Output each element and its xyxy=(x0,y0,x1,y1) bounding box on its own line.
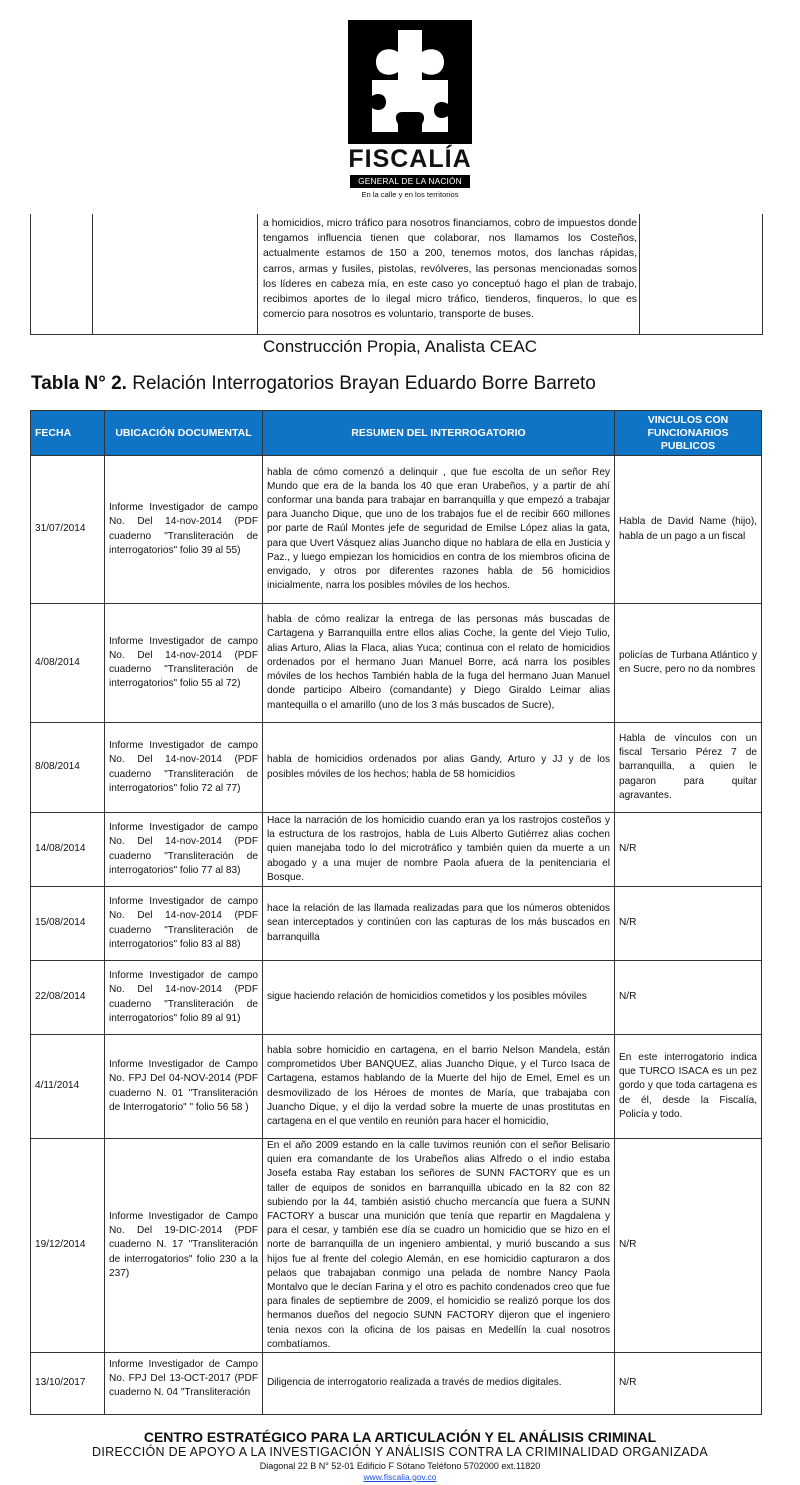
footer-address: Diagonal 22 B N° 52-01 Edificio F Sótano Teléfono 5702000 ext.11820 xyxy=(259,1461,541,1471)
cell-ubicacion: Informe Investigador de Campo No. FPJ Del 04-NOV-2014 (PDF cuaderno N. 01 "Transliteración de Interrogatorio" " folio 56 58 ) xyxy=(105,1035,263,1139)
table-row xyxy=(31,1139,762,1353)
cell-vinculos: N/R xyxy=(615,887,762,961)
cell-fecha: 8/08/2014 xyxy=(31,723,105,813)
cell-fecha: 15/08/2014 xyxy=(31,887,105,961)
header-vinculos: VINCULOS CON FUNCIONARIOS PUBLICOS xyxy=(615,411,762,456)
table-row xyxy=(31,723,762,813)
cell-resumen: habla de cómo realizar la entrega de las personas más buscadas de Cartagena y Barranquilla entre ellos alias Coche, la gente del Viejo Tulio, alias Arturo, Alias la Flaca, alias Yuca; continua con el relato de homicidios ordenados por el hermano Juan Manuel Borre, acá narra los posibles móviles de los hechos También habla de la fuga del hermano Juan Manuel donde participo Albeiro (comandante) y Diego Giraldo Leimar alias mantequilla o el amarillo (uno de los 3 más buscados de Sucre), xyxy=(263,604,615,723)
cell-vinculos: N/R xyxy=(615,961,762,1035)
cell-resumen: habla de cómo comenzó a delinquir , que fue escolta de un señor Rey Mundo que era de la banda los 40 que eran Urabeños, y a partir de ahí conformar una banda para trabajar en barranquilla y que empezó a trabajar para Juancho Dique, que uno de los trabajos fue el de recibir 660 millones por parte de Raúl Montes jefe de seguridad de Emilse López alias la gata, para que Uvert Vásquez alias Juancho dique no hablara de ella en Justicia y Paz., y luego empiezan los homicidios en contra de los miembros oficina de envigado, y otros por diferentes razones habla de 56 homicidios inicialmente, narra los posibles móviles de los hechos. xyxy=(263,456,615,604)
cell-fecha: 4/11/2014 xyxy=(31,1035,105,1139)
cell-ubicacion: Informe Investigador de Campo No. Del 19-DIC-2014 (PDF cuaderno N. 17 "Transliteración de interrogatorios" folio 230 a la 237) xyxy=(105,1139,263,1353)
org-slogan: En la calle y en los territorios xyxy=(361,190,459,199)
table-row xyxy=(31,887,762,961)
org-name: FISCALÍA xyxy=(348,145,472,173)
cell-fecha: 19/12/2014 xyxy=(31,1139,105,1353)
page-footer xyxy=(0,1429,800,1483)
header-ubicacion: UBICACIÓN DOCUMENTAL xyxy=(105,411,263,456)
cell-fecha: 14/08/2014 xyxy=(31,813,105,887)
interrogatorios-table xyxy=(30,410,762,1415)
cell-vinculos: N/R xyxy=(615,1353,762,1415)
table-title-prefix: Tabla N° 2. xyxy=(31,373,127,394)
table-row xyxy=(31,813,762,887)
column-divider xyxy=(257,214,258,334)
cell-resumen: habla sobre homicidio en cartagena, en el barrio Nelson Mandela, están comprometidos Uber BANQUEZ, alias Juancho Dique, y el Turco Isaca de Cartagena, estamos hablando de la Muerte del hijo de Emel, Emel es un desmovilizado de los Héroes de montes de María, que trabajaba con Juancho Dique, y el dijo la verdad sobre la muerte de unas prostitutas en cartagena en el que ventilo en reunión para hacer el homicidio, xyxy=(263,1035,615,1139)
cell-ubicacion: Informe Investigador de campo No. Del 14-nov-2014 (PDF cuaderno "Transliteración de interrogatorios" folio 39 al 55) xyxy=(105,456,263,604)
header-fecha: FECHA xyxy=(31,411,105,456)
cell-ubicacion: Informe Investigador de campo No. Del 14-nov-2014 (PDF cuaderno "Transliteración de interrogatorios" folio 72 al 77) xyxy=(105,723,263,813)
table-row xyxy=(31,1353,762,1415)
cell-ubicacion: Informe Investigador de campo No. Del 14-nov-2014 (PDF cuaderno "Transliteración de interrogatorios" folio 55 al 72) xyxy=(105,604,263,723)
cell-fecha: 4/08/2014 xyxy=(31,604,105,723)
org-subtitle: GENERAL DE LA NACIÓN xyxy=(350,175,470,188)
fiscalia-logo xyxy=(348,20,472,202)
cell-ubicacion: Informe Investigador de campo No. Del 14-nov-2014 (PDF cuaderno "Transliteración de interrogatorios" folio 77 al 83) xyxy=(105,813,263,887)
puzzle-piece-icon xyxy=(348,20,472,144)
table-row xyxy=(31,961,762,1035)
footer-direction: DIRECCIÓN DE APOYO A LA INVESTIGACIÓN Y ANÁLISIS CONTRA LA CRIMINALIDAD ORGANIZADA xyxy=(92,1445,708,1459)
continuation-text: a homicidios, micro tráfico para nosotros financiamos, cobro de impuestos donde tengamos influencia tienen que colaborar, nos llamamos los Costeños, actualmente estamos de 150 a 200, tenemos motos, dos lanchas rápidas, carros, armas y fusiles, pistolas, revólveres, las personas mencionadas somos los líderes en cabeza mía, en este caso yo conceptuó hago el plan de trabajo, recibimos aportes de lo ilegal micro tráfico, tienderos, finqueros, lo que es comercio para nosotros es voluntario, transporte de buses. xyxy=(263,218,637,321)
cell-vinculos: N/R xyxy=(615,1139,762,1353)
table-title-text: Relación Interrogatorios Brayan Eduardo Borre Barreto xyxy=(126,373,596,394)
previous-table-continuation xyxy=(30,214,763,335)
cell-ubicacion: Informe Investigador de Campo No. FPJ Del 13-OCT-2017 (PDF cuaderno N. 04 "Transliteración xyxy=(105,1353,263,1415)
cell-vinculos: policías de Turbana Atlántico y en Sucre, pero no da nombres xyxy=(615,604,762,723)
footer-website-link[interactable]: www.fiscalia.gov.co xyxy=(363,1472,437,1482)
footer-center-name: CENTRO ESTRATÉGICO PARA LA ARTICULACIÓN Y EL ANÁLISIS CRIMINAL xyxy=(143,1429,657,1445)
column-divider xyxy=(639,214,640,334)
cell-resumen: Diligencia de interrogatorio realizada a través de medios digitales. xyxy=(263,1353,615,1415)
table-caption: Construcción Propia, Analista CEAC xyxy=(262,337,538,356)
cell-resumen: habla de homicidios ordenados por alias Gandy, Arturo y JJ y de los posibles móviles de los hechos; habla de 58 homicidios xyxy=(263,723,615,813)
column-divider xyxy=(92,214,93,334)
table-header-row xyxy=(31,411,762,456)
cell-fecha: 22/08/2014 xyxy=(31,961,105,1035)
table-row xyxy=(31,604,762,723)
cell-vinculos: Habla de vínculos con un fiscal Tersario Pérez 7 de barranquilla, a quien le pagaron para quitar agravantes. xyxy=(615,723,762,813)
cell-vinculos: Habla de David Name (hijo), habla de un pago a un fiscal xyxy=(615,456,762,604)
cell-vinculos: En este interrogatorio indica que TURCO ISACA es un pez gordo y que toda cartagena es de él, desde la Fiscalía, Policía y todo. xyxy=(615,1035,762,1139)
table-title xyxy=(31,373,596,395)
cell-fecha: 13/10/2017 xyxy=(31,1353,105,1415)
cell-vinculos: N/R xyxy=(615,813,762,887)
cell-ubicacion: Informe Investigador de campo No. Del 14-nov-2014 (PDF cuaderno "Transliteración de interrogatorios" folio 89 al 91) xyxy=(105,961,263,1035)
cell-resumen: sigue haciendo relación de homicidios cometidos y los posibles móviles xyxy=(263,961,615,1035)
cell-resumen: En el año 2009 estando en la calle tuvimos reunión con el señor Belisario quien era comandante de los Urabeños alias Alfredo o el indio estaba Josefa estaba Ray estaban los señores de SUNN FACTORY que es un taller de equipos de sonidos en barranquilla ubicado en la 82 con 82 subiendo por la 44, también asistió chucho mercancía que fuera a SUNN FACTORY a buscar una munición que tenía que repartir en Magdalena y para el cesar, y también ese día se cuadro un homicidio que se hizo en el norte de barranquilla de un ingeniero ambiental, y murió buscando a sus hijos fue al frente del colegio Alemán, en ese homicidio capturaron a dos pelaos que trabajaban conmigo una pelada de nombre Nancy Paola Montalvo que le decían Farina y el otro es pachito condenados creo que fue para finales de septiembre de 2009, el homicidio se realizó porque los dos hermanos dueños del negocio SUNN FACTORY dijeron que el ingeniero tenia nexos con la oficina de los paisas en Medellín la cual nosotros combatíamos. xyxy=(263,1139,615,1353)
cell-resumen: hace la relación de las llamada realizadas para que los números obtenidos sean interceptados y continúen con las capturas de los más buscados en barranquilla xyxy=(263,887,615,961)
table-row xyxy=(31,1035,762,1139)
table-row xyxy=(31,456,762,604)
cell-resumen: Hace la narración de los homicidio cuando eran ya los rastrojos costeños y la estructura de los rastrojos, habla de Luis Alberto Gutiérrez alias cochen quien manejaba todo lo del microtráfico y también quien da muerte a un abogado y a una mujer de nombre Paola afuera de la penitenciaria el Bosque. xyxy=(263,813,615,887)
cell-fecha: 31/07/2014 xyxy=(31,456,105,604)
cell-ubicacion: Informe Investigador de campo No. Del 14-nov-2014 (PDF cuaderno "Transliteración de interrogatorios" folio 83 al 88) xyxy=(105,887,263,961)
header-resumen: RESUMEN DEL INTERROGATORIO xyxy=(263,411,615,456)
